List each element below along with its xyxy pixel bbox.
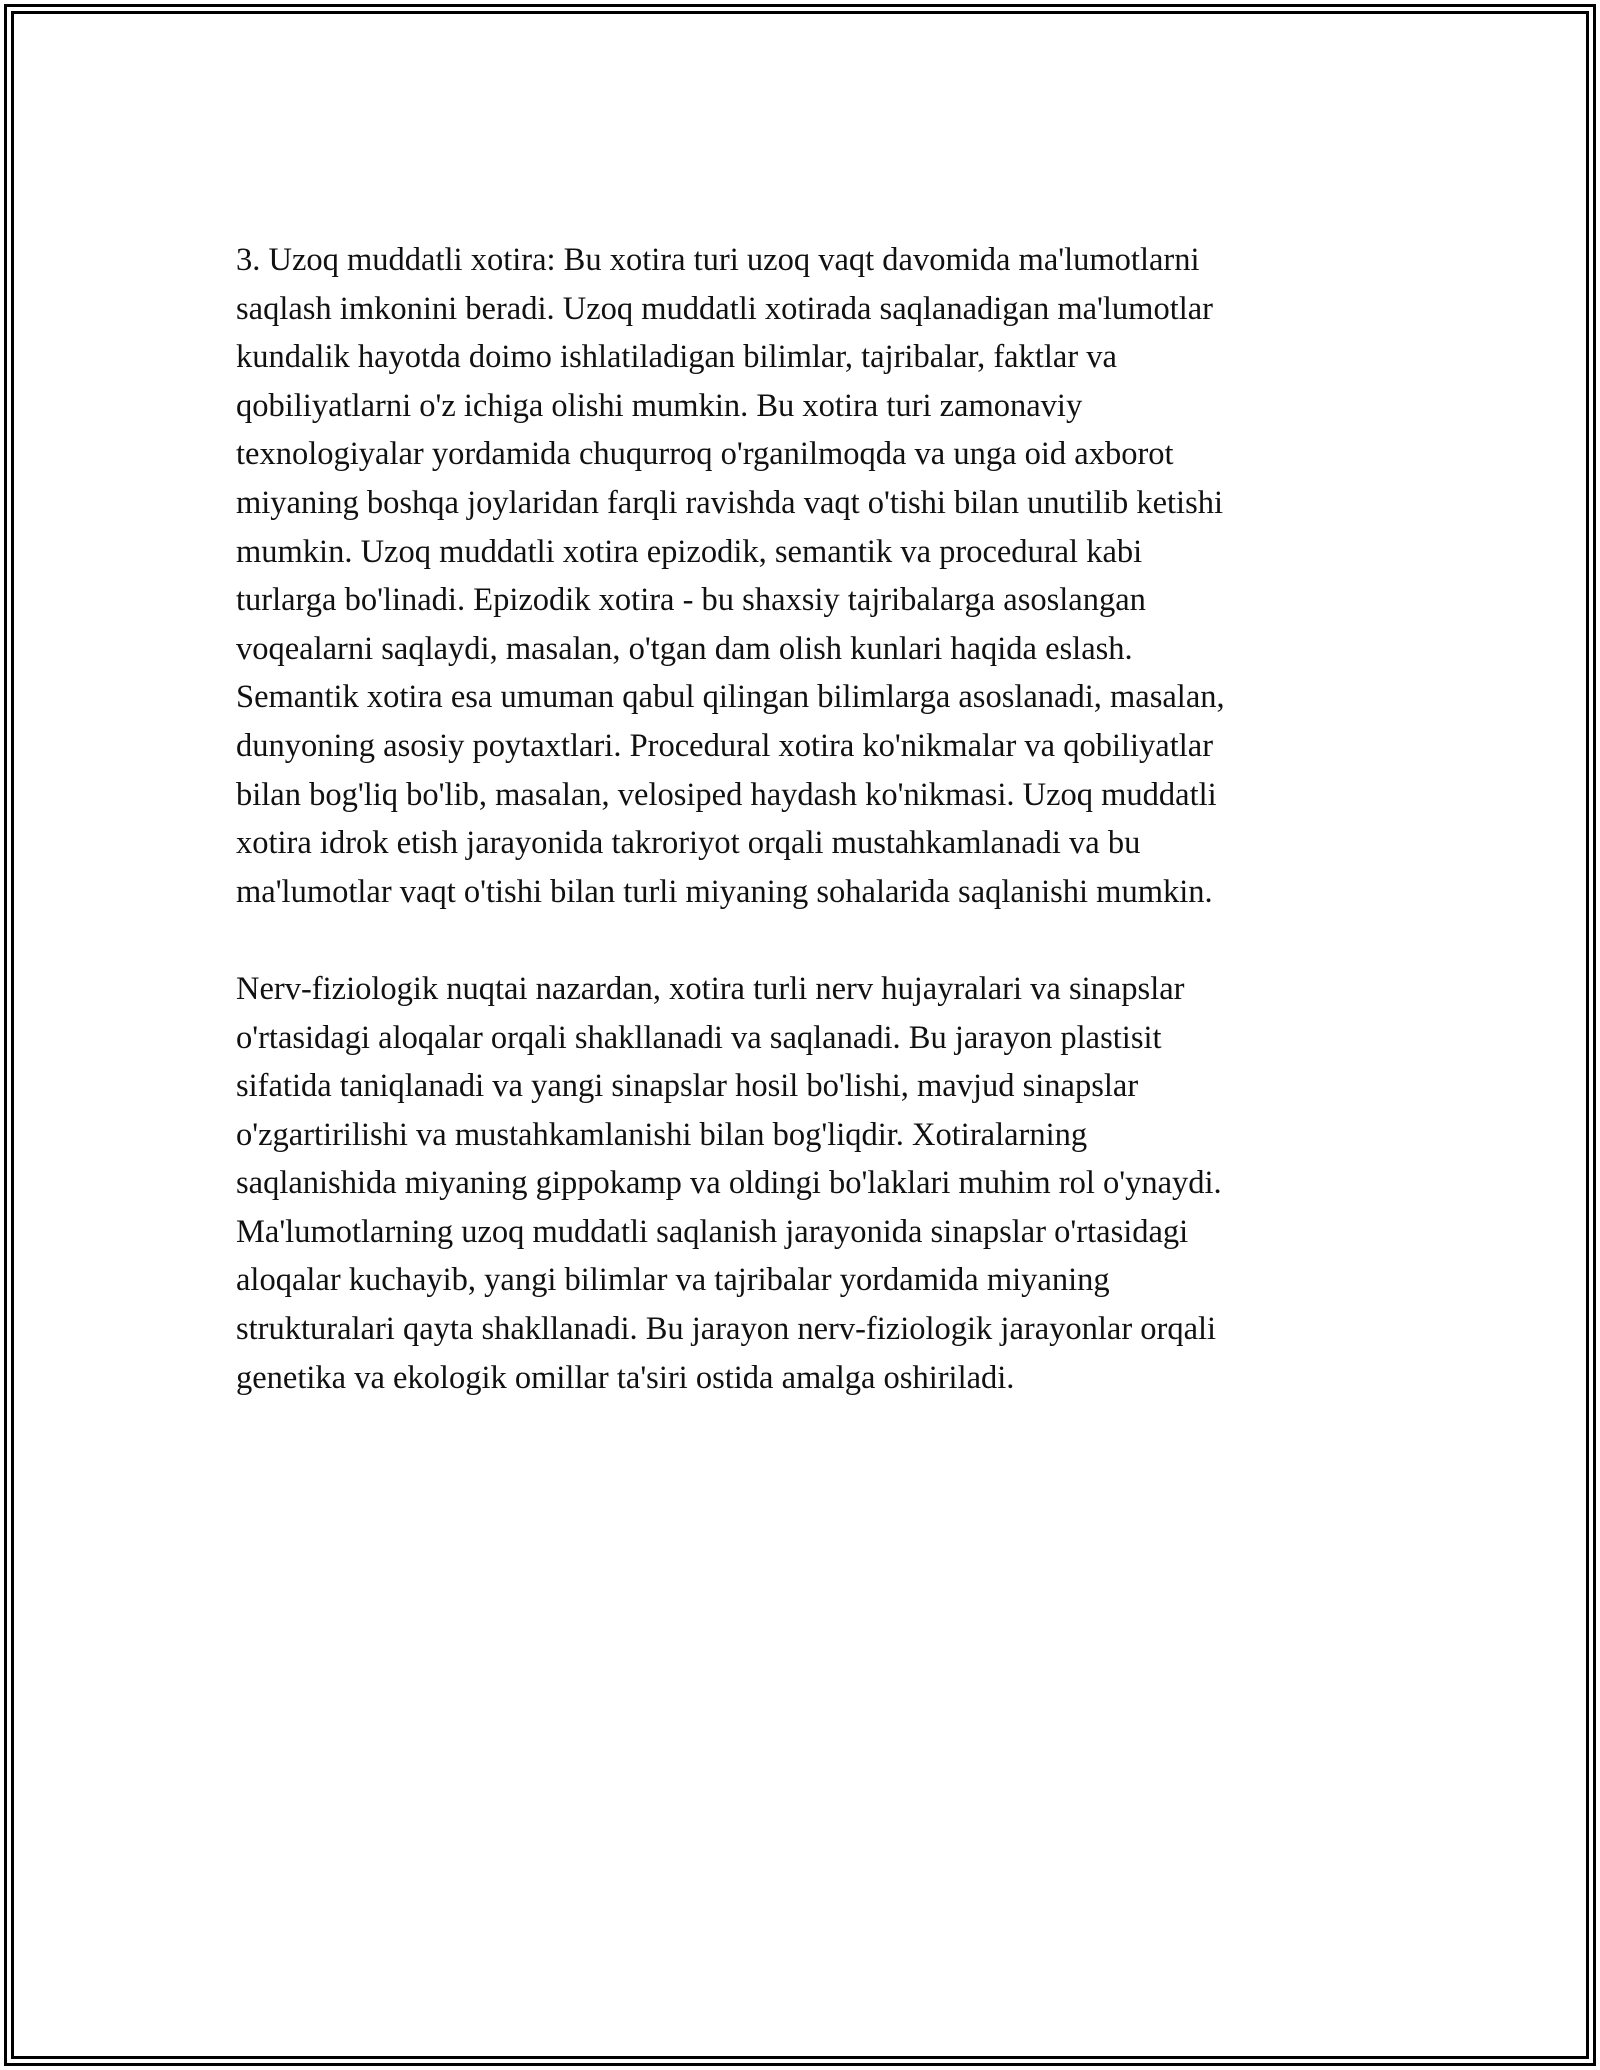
document-body xyxy=(236,236,1366,1402)
paragraph-long-term-memory: 3. Uzoq muddatli xotira: Bu xotira turi uzoq vaqt davomida ma'lumotlarni saqlash imkonini beradi. Uzoq muddatli xotirada saqlanadigan ma'lumotlar kundalik hayotda doimo ishlatiladigan bilimlar, tajribalar, faktlar va qobiliyatlarni o'z ichiga olishi mumkin. Bu xotira turi zamonaviy texnologiyalar yordamida chuqurroq o'rganilmoqda va unga oid axborot miyaning boshqa joylaridan farqli ravishda vaqt o'tishi bilan unutilib ketishi mumkin. Uzoq muddatli xotira epizodik, semantik va procedural kabi turlarga bo'linadi. Epizodik xotira - bu shaxsiy tajribalarga asoslangan voqealarni saqlaydi, masalan, o'tgan dam olish kunlari haqida eslash. Semantik xotira esa umuman qabul qilingan bilimlarga asoslanadi, masalan, dunyoning asosiy poytaxtlari. Procedural xotira ko'nikmalar va qobiliyatlar bilan bog'liq bo'lib, masalan, velosiped haydash ko'nikmasi. Uzoq muddatli xotira idrok etish jarayonida takroriyot orqali mustahkamlanadi va bu ma'lumotlar vaqt o'tishi bilan turli miyaning sohalarida saqlanishi mumkin. xyxy=(236,242,1225,910)
paragraph-neurophysiology: Nerv-fiziologik nuqtai nazardan, xotira turli nerv hujayralari va sinapslar o'rtasidagi aloqalar orqali shakllanadi va saqlanadi. Bu jarayon plastisit sifatida taniqlanadi va yangi sinapslar hosil bo'lishi, mavjud sinapslar o'zgartirilishi va mustahkamlanishi bilan bog'liqdir. Xotiralarning saqlanishida miyaning gippokamp va oldingi bo'laklari muhim rol o'ynaydi. Ma'lumotlarning uzoq muddatli saqlanish jarayonida sinapslar o'rtasidagi aloqalar kuchayib, yangi bilimlar va tajribalar yordamida miyaning strukturalari qayta shakllanadi. Bu jarayon nerv-fiziologik jarayonlar orqali genetika va ekologik omillar ta'siri ostida amalga oshiriladi. xyxy=(236,970,1222,1396)
